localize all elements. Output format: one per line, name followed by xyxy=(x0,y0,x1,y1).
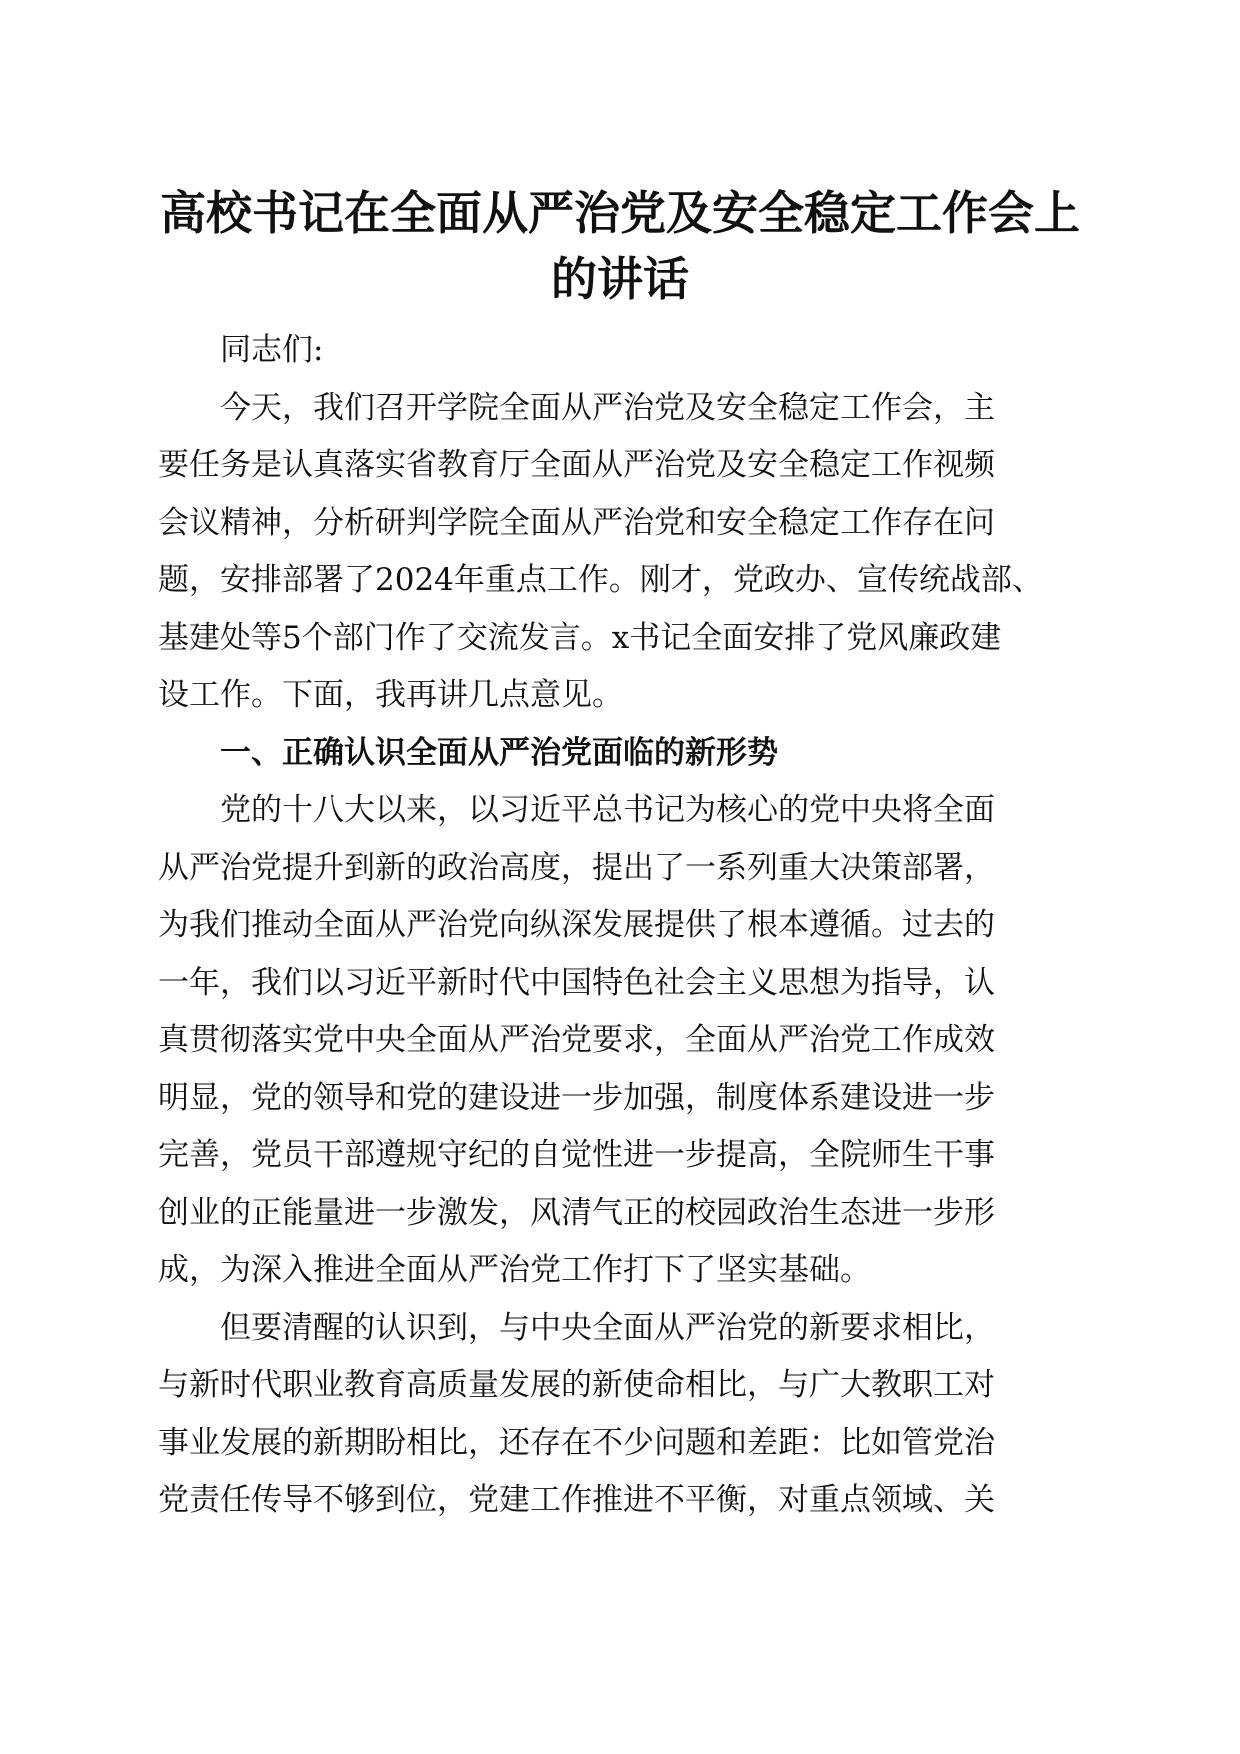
section-heading-1-text: 一、正确认识全面从严治党面临的新形势 xyxy=(220,734,778,771)
paragraph-3-line: 事业发展的新期盼相比，还存在不少问题和差距：比如管党治 xyxy=(158,1424,995,1461)
document-title xyxy=(150,180,1090,312)
paragraph-2-line: 创业的正能量进一步激发，风清气正的校园政治生态进一步形 xyxy=(158,1194,995,1231)
paragraph-1-line: 要任务是认真落实省教育厅全面从严治党及安全稳定工作视频 xyxy=(158,447,995,483)
section-heading-1 xyxy=(158,725,1098,783)
paragraph-3-line: 与新时代职业教育高质量发展的新使命相比，与广大教职工对 xyxy=(158,1367,995,1403)
paragraph-2-line: 成，为深入推进全面从严治党工作打下了坚实基础。 xyxy=(158,1252,871,1288)
paragraph-2-line: 明显，党的领导和党的建设进一步加强，制度体系建设进一步 xyxy=(158,1079,995,1116)
salutation-text: 同志们: xyxy=(220,332,324,368)
salutation xyxy=(158,322,1098,380)
paragraph-2-line: 党的十八大以来，以习近平总书记为核心的党中央将全面 xyxy=(220,792,995,828)
paragraph-3 xyxy=(158,1300,1098,1530)
paragraph-1-line: 基建处等5个部门作了交流发言。x书记全面安排了党风廉政建 xyxy=(158,619,1002,656)
paragraph-1-line: 会议精神，分析研判学院全面从严治党和安全稳定工作存在问 xyxy=(158,504,995,541)
paragraph-2-line: 为我们推动全面从严治党向纵深发展提供了根本遵循。过去的 xyxy=(158,907,995,943)
paragraph-2-line: 从严治党提升到新的政治高度，提出了一系列重大决策部署， xyxy=(158,849,995,886)
paragraph-1-line: 题，安排部署了2024年重点工作。刚才，党政办、宣传统战部、 xyxy=(158,562,1043,598)
paragraph-2-line: 真贯彻落实党中央全面从严治党要求，全面从严治党工作成效 xyxy=(158,1022,995,1058)
paragraph-3-line: 党责任传导不够到位，党建工作推进不平衡，对重点领域、关 xyxy=(158,1482,995,1518)
paragraph-1 xyxy=(158,380,1098,725)
title-line-2: 的讲话 xyxy=(551,252,689,306)
title-line-1: 高校书记在全面从严治党及安全稳定工作会上 xyxy=(160,186,1080,240)
paragraph-1-line: 设工作。下面，我再讲几点意见。 xyxy=(158,677,623,713)
paragraph-3-line: 但要清醒的认识到，与中央全面从严治党的新要求相比， xyxy=(220,1309,995,1346)
paragraph-1-line: 今天，我们召开学院全面从严治党及安全稳定工作会，主 xyxy=(220,389,995,426)
paragraph-2-line: 完善，党员干部遵规守纪的自觉性进一步提高，全院师生干事 xyxy=(158,1137,995,1173)
document-body xyxy=(158,322,1098,1530)
paragraph-2-line: 一年，我们以习近平新时代中国特色社会主义思想为指导，认 xyxy=(158,964,995,1001)
paragraph-2 xyxy=(158,782,1098,1300)
